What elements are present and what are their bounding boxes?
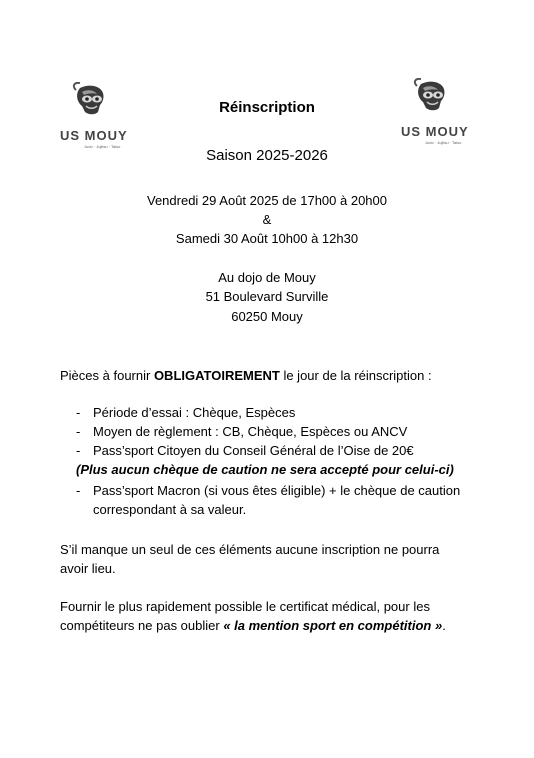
list-item-text: Moyen de règlement : CB, Chèque, Espèces ou ANCV bbox=[93, 424, 408, 439]
logo-sub-left: Judo · Jujitsu · Taiso bbox=[84, 144, 121, 149]
certificate-line-1: Fournir le plus rapidement possible le certificat médical, pour les bbox=[60, 599, 430, 614]
schedule-friday: Vendredi 29 Août 2025 de 17h00 à 20h00 bbox=[147, 193, 387, 208]
schedule-saturday: Samedi 30 Août 10h00 à 12h30 bbox=[175, 231, 359, 246]
address-street: 51 Boulevard Surville bbox=[205, 289, 329, 304]
certificate-emphasis: « la mention sport en compétition » bbox=[223, 618, 443, 633]
bullet-dash: - bbox=[76, 443, 81, 458]
pieces-intro-start: Pièces à fournir bbox=[60, 368, 154, 383]
address-place: Au dojo de Mouy bbox=[218, 270, 316, 285]
certificate-line-2-start: compétiteurs ne pas oublier bbox=[60, 618, 224, 633]
list-item bbox=[76, 403, 295, 422]
bullet-dash: - bbox=[76, 405, 81, 420]
pieces-intro bbox=[60, 366, 480, 385]
list-item-text: Pass’sport Citoyen du Conseil Général de l’Oise de 20€ bbox=[93, 443, 414, 458]
warning-line-1: S’il manque un seul de ces éléments aucune inscription ne pourra bbox=[60, 542, 440, 557]
logo-sub-right: Judo · Jujitsu · Taiso bbox=[425, 140, 462, 145]
pieces-intro-emphasis: OBLIGATOIREMENT bbox=[153, 368, 280, 383]
us-mouy-logo-left bbox=[54, 82, 144, 152]
list-item-continuation: correspondant à sa valeur. bbox=[93, 502, 247, 517]
list-item-text: Période d’essai : Chèque, Espèces bbox=[93, 405, 296, 420]
certificate-line-2-end: . bbox=[442, 618, 446, 633]
page-title: Réinscription bbox=[219, 99, 315, 116]
address-city: 60250 Mouy bbox=[231, 309, 303, 324]
bullet-dash: - bbox=[76, 483, 81, 498]
certificate-line-2 bbox=[60, 616, 480, 635]
list-item-text: Pass’sport Macron (si vous êtes éligible) + le chèque de caution bbox=[93, 483, 461, 498]
season-label: Saison 2025-2026 bbox=[206, 147, 328, 164]
logo-name-left: US MOUY bbox=[60, 128, 128, 143]
logo-name-right: US MOUY bbox=[401, 124, 469, 139]
bullet-dash: - bbox=[76, 424, 81, 439]
list-item bbox=[76, 422, 407, 441]
judoka-mask-icon bbox=[54, 82, 144, 152]
warning-line-2: avoir lieu. bbox=[60, 561, 116, 576]
caution-note: (Plus aucun chèque de caution ne sera accepté pour celui-ci) bbox=[76, 462, 454, 477]
schedule-ampersand: & bbox=[262, 212, 272, 227]
list-item bbox=[76, 441, 414, 460]
pieces-intro-end: le jour de la réinscription : bbox=[279, 368, 432, 383]
list-item bbox=[76, 481, 460, 500]
